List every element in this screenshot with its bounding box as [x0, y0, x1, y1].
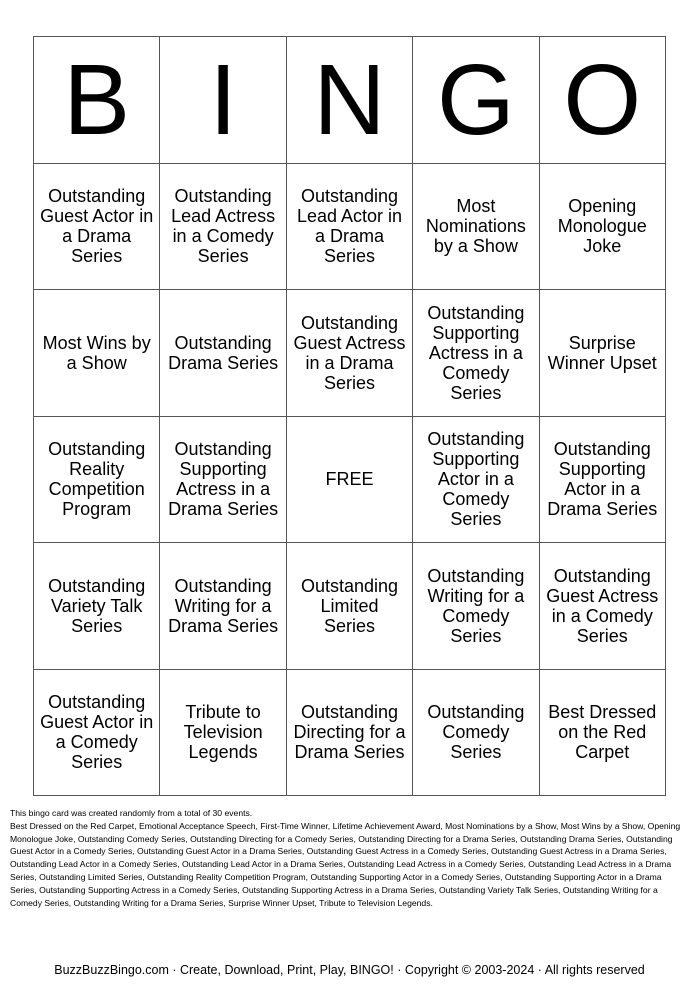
bingo-cell: Opening Monologue Joke [540, 164, 666, 291]
header-letter-o: O [540, 37, 666, 164]
page-footer: BuzzBuzzBingo.com · Create, Download, Print, Play, BINGO! · Copyright © 2003-2024 · All rights reserved [54, 963, 645, 977]
bingo-cell: Tribute to Television Legends [160, 670, 286, 797]
bingo-cell: Surprise Winner Upset [540, 290, 666, 417]
card-description-intro: This bingo card was created randomly from a total of 30 events. [10, 808, 253, 818]
free-space-cell: FREE [287, 417, 413, 544]
bingo-cell: Outstanding Guest Actress in a Drama Series [287, 290, 413, 417]
bingo-cell: Outstanding Lead Actor in a Drama Series [287, 164, 413, 291]
card-description [10, 807, 690, 909]
bingo-cell: Most Wins by a Show [34, 290, 160, 417]
bingo-cell: Best Dressed on the Red Carpet [540, 670, 666, 797]
bingo-cell: Outstanding Writing for a Drama Series [160, 543, 286, 670]
bingo-cell: Outstanding Variety Talk Series [34, 543, 160, 670]
bingo-cell: Outstanding Comedy Series [413, 670, 539, 797]
bingo-cell: Outstanding Writing for a Comedy Series [413, 543, 539, 670]
header-letter-g: G [413, 37, 539, 164]
bingo-cell: Most Nominations by a Show [413, 164, 539, 291]
bingo-cell: Outstanding Guest Actress in a Comedy Series [540, 543, 666, 670]
bingo-cell: Outstanding Guest Actor in a Comedy Series [34, 670, 160, 797]
bingo-cell: Outstanding Limited Series [287, 543, 413, 670]
bingo-cell: Outstanding Supporting Actor in a Comedy Series [413, 417, 539, 544]
bingo-cell: Outstanding Directing for a Drama Series [287, 670, 413, 797]
bingo-cell: Outstanding Drama Series [160, 290, 286, 417]
bingo-cell: Outstanding Guest Actor in a Drama Series [34, 164, 160, 291]
bingo-cell: Outstanding Supporting Actress in a Drama Series [160, 417, 286, 544]
bingo-cell: Outstanding Supporting Actress in a Comedy Series [413, 290, 539, 417]
bingo-grid [33, 36, 666, 796]
bingo-cell: Outstanding Supporting Actor in a Drama Series [540, 417, 666, 544]
bingo-cell: Outstanding Lead Actress in a Comedy Series [160, 164, 286, 291]
header-letter-b: B [34, 37, 160, 164]
header-letter-n: N [287, 37, 413, 164]
bingo-cell: Outstanding Reality Competition Program [34, 417, 160, 544]
bingo-card [33, 36, 666, 796]
event-list: Best Dressed on the Red Carpet, Emotional Acceptance Speech, First-Time Winner, Lifetime Achievement Award, Most Nominations by a Show, Most Wins by a Show, Opening Monologue Joke, Outstanding Comedy Series, Outstanding Directing for a Comedy Series, Outstanding Directing for a Drama Series, Outstanding Drama Series, Outstanding Guest Actor in a Comedy Series, Outstanding Guest Actor in a Drama Series, Outstanding Guest Actress in a Comedy Series, Outstanding Guest Actress in a Drama Series, Outstanding Lead Actor in a Comedy Series, Outstanding Lead Actor in a Drama Series, Outstanding Lead Actress in a Comedy Series, Outstanding Lead Actress in a Drama Series, Outstanding Limited Series, Outstanding Reality Competition Program, Outstanding Supporting Actor in a Comedy Series, Outstanding Supporting Actor in a Drama Series, Outstanding Supporting Actress in a Comedy Series, Outstanding Supporting Actress in a Drama Series, Outstanding Variety Talk Series, Outstanding Writing for a Comedy Series, Outstanding Writing for a Drama Series, Surprise Winner Upset, Tribute to Television Legends. [10, 820, 681, 908]
header-letter-i: I [160, 37, 286, 164]
